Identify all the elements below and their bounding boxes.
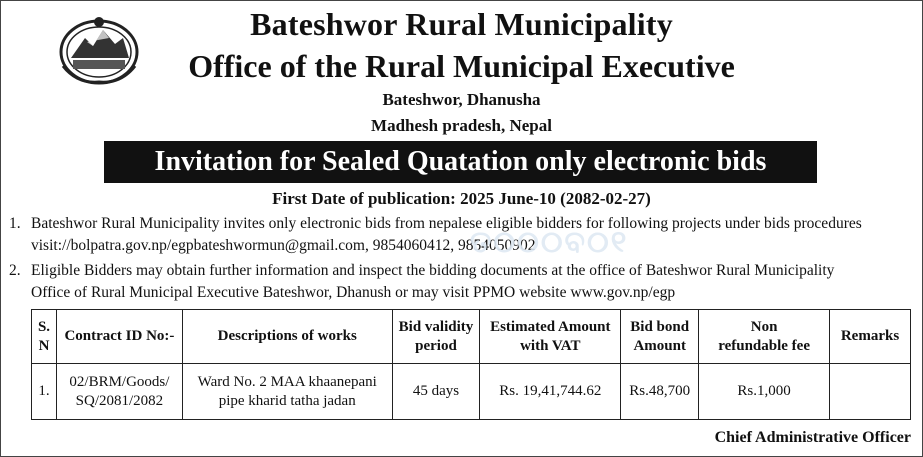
contact-info: visit://bolpatra.gov.np/egpbateshwormun@gmail.com, 9854060412, 9854050902 — [31, 237, 536, 254]
cell-remarks — [830, 364, 911, 420]
header-description: Descriptions of works — [182, 310, 392, 364]
paragraph-2 — [9, 260, 914, 304]
header-estimated-amount: Estimated Amount with VAT — [480, 310, 621, 364]
paragraph-text: Eligible Bidders may obtain further information and inspect the bidding documents at the office of Bateshwor Rural Municipality — [31, 262, 835, 279]
table-header-row — [32, 310, 911, 364]
cell-validity: 45 days — [392, 364, 480, 420]
cell-estimate: Rs. 19,41,744.62 — [480, 364, 621, 420]
signature: Chief Administrative Officer — [714, 429, 911, 446]
header-remarks: Remarks — [830, 310, 911, 364]
paragraph-number: 2. — [9, 262, 21, 279]
office-title: Office of the Rural Municipal Executive — [188, 48, 735, 84]
table-row — [32, 364, 911, 420]
paragraph-text: Bateshwor Rural Municipality invites only electronic bids from nepalese eligible bidders for following projects under bids procedures — [31, 215, 862, 232]
cell-contract-id: 02/BRM/Goods/ SQ/2081/2082 — [56, 364, 182, 420]
header-fee: Non refundable fee — [699, 310, 830, 364]
notice-banner: Invitation for Sealed Quatation only electronic bids — [104, 141, 817, 183]
cell-fee: Rs.1,000 — [699, 364, 830, 420]
bids-table — [31, 309, 911, 420]
header-sn: S. N — [32, 310, 57, 364]
address-line-2: Madhesh pradesh, Nepal — [371, 116, 552, 135]
paragraph-1 — [9, 213, 914, 257]
municipality-title: Bateshwor Rural Municipality — [250, 6, 673, 42]
header-bid-bond: Bid bond Amount — [621, 310, 699, 364]
header-contract-id: Contract ID No:- — [56, 310, 182, 364]
publication-date: First Date of publication: 2025 June-10 (2082-02-27) — [272, 189, 651, 208]
paragraph-number: 1. — [9, 215, 21, 232]
address-line-1: Bateshwor, Dhanusha — [382, 90, 541, 109]
cell-description: Ward No. 2 MAA khaanepani pipe kharid tatha jadan — [182, 364, 392, 420]
watermark: ତ୦୦୦ବ୦୧ — [470, 225, 629, 260]
header-bid-validity: Bid validity period — [392, 310, 480, 364]
paragraph-text: Office of Rural Municipal Executive Bateshwor, Dhanush or may visit PPMO website www.gov.np/egp — [31, 284, 676, 301]
cell-bond: Rs.48,700 — [621, 364, 699, 420]
cell-sn: 1. — [32, 364, 57, 420]
